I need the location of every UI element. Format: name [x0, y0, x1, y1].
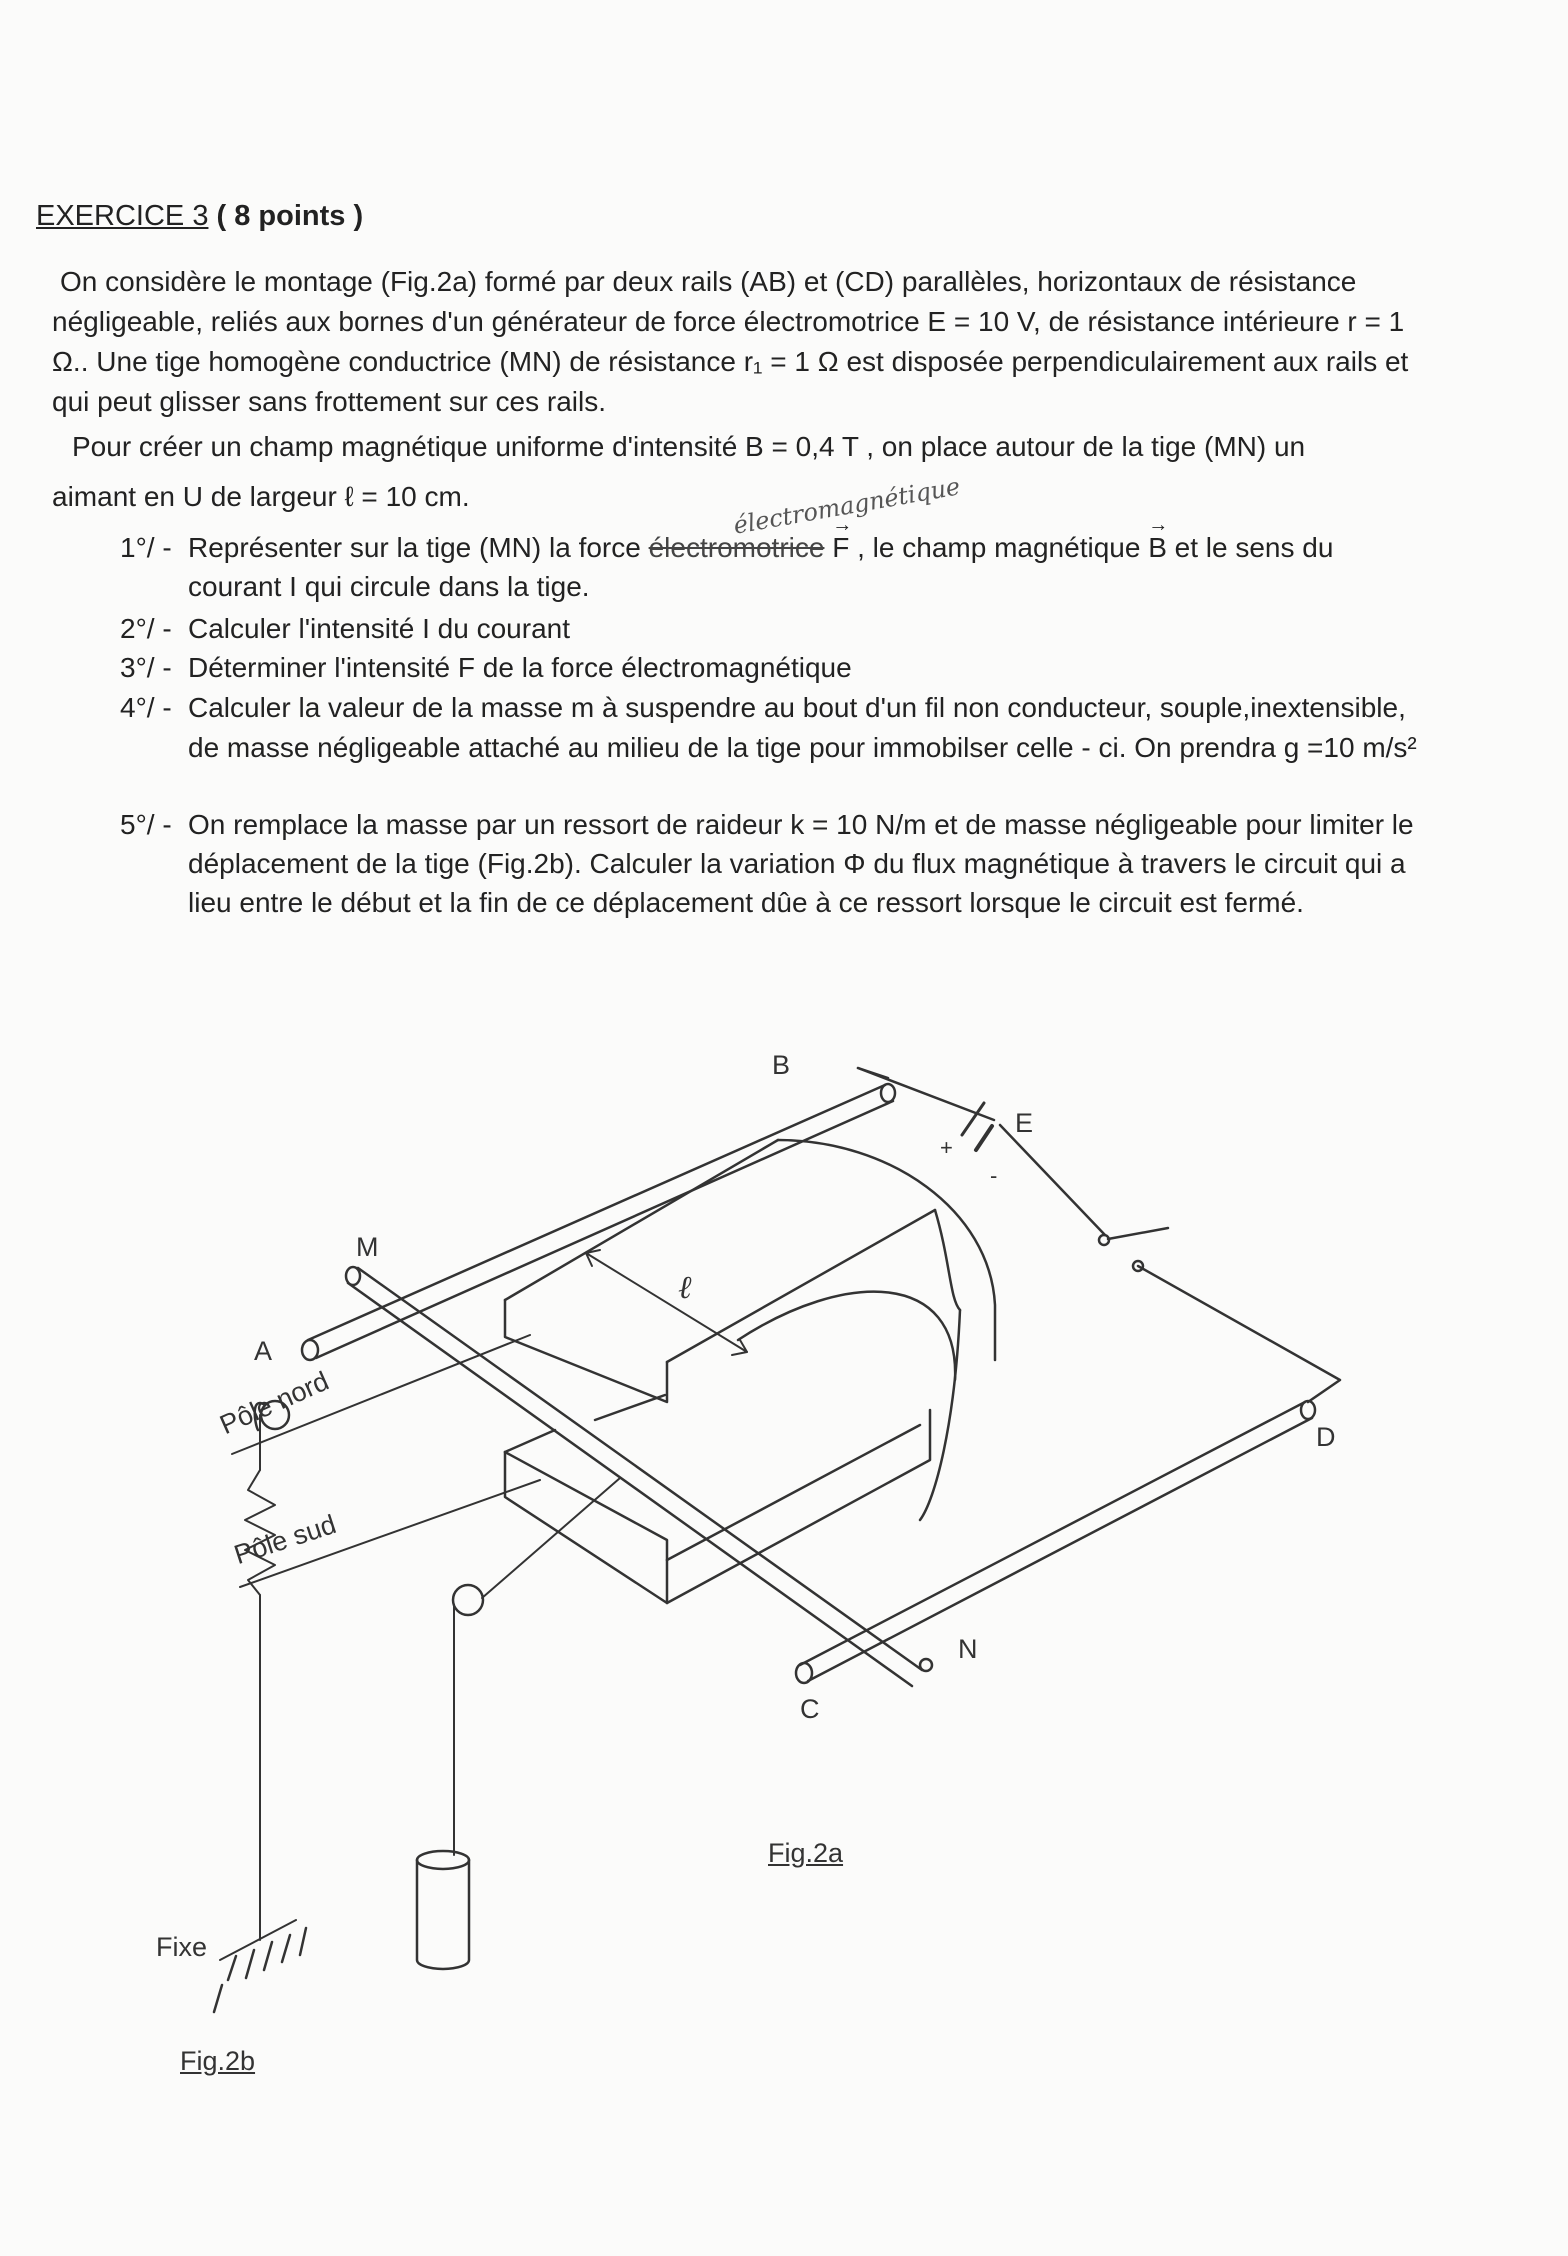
question-text: et le sens du courant I qui circule dans la tige.: [188, 532, 1334, 602]
question-number: 5°/ -: [120, 809, 172, 840]
label-b: B: [772, 1050, 791, 1080]
question-number: 2°/ -: [120, 613, 172, 644]
label-minus: -: [990, 1163, 998, 1188]
u-magnet: [505, 1140, 998, 1603]
circuit-wire: [858, 1068, 1340, 1402]
label-pole-sud: Pôle sud: [230, 1509, 340, 1571]
question-text: On remplace la masse par un ressort de raideur k = 10 N/m et de masse négligeable pour limiter le déplacement de la tige (Fig.2b). Calculer la variation Φ du flux magnétique à travers le circuit qui a lieu entre le début et la fin de ce déplacement dûe à ce ressort lorsque le circuit est fermé.: [188, 809, 1414, 918]
exercise-number: EXERCICE 3: [36, 200, 209, 232]
question-text: Déterminer l'intensité F de la force électromagnétique: [188, 652, 852, 683]
spring-assembly: [214, 1401, 306, 2012]
label-pole-nord: Pôle nord: [215, 1365, 334, 1441]
vector-f: → F: [832, 528, 849, 567]
intro-paragraph-1: On considère le montage (Fig.2a) formé par deux rails (AB) et (CD) parallèles, horizontaux de résistance négligeable, reliés aux bornes d'un générateur de force électromotrice E = 10 V, de résistance intérieure r = 1 Ω.. Une tige homogène conductrice (MN) de résistance r₁ = 1 Ω est disposée perpendiculairement aux rails et qui peut glisser sans frottement sur ces rails.: [52, 266, 1409, 417]
label-m: M: [356, 1232, 379, 1262]
label-ell: ℓ: [678, 1268, 692, 1306]
struck-word: électromotrice: [648, 532, 825, 563]
fig2b-caption: Fig.2b: [180, 2046, 256, 2076]
question-number: 3°/ -: [120, 652, 172, 683]
label-n: N: [958, 1634, 978, 1664]
switch-icon: [1099, 1235, 1143, 1271]
label-e: E: [1015, 1108, 1034, 1138]
question-text: , le champ magnétique: [857, 532, 1141, 563]
handwritten-correction: électromagnétique: [731, 472, 963, 540]
rail-cd: [796, 1401, 1315, 1683]
label-plus: +: [940, 1135, 953, 1160]
rod-mn: [346, 1267, 932, 1686]
width-arrow: [586, 1250, 747, 1355]
exercise-points: ( 8 points ): [216, 200, 364, 232]
label-a: A: [254, 1336, 273, 1366]
intro-paragraph-2: Pour créer un champ magnétique uniforme d'intensité B = 0,4 T , on place autour de la tige (MN) un aimant en U de largeur ℓ = 10 cm.: [52, 431, 1306, 512]
question-text: Calculer l'intensité I du courant: [188, 613, 570, 644]
rail-ab: [302, 1084, 895, 1360]
vector-b: → B: [1148, 528, 1167, 567]
question-text: Calculer la valeur de la masse m à suspendre au bout d'un fil non conducteur, souple,inextensible, de masse négligeable attaché au milieu de la tige pour immobilser celle - ci. On prendra g =10 m/s²: [188, 692, 1417, 763]
label-fixe: Fixe: [156, 1932, 208, 1962]
question-text: Représenter sur la tige (MN) la force: [188, 532, 641, 563]
label-c: C: [800, 1694, 820, 1724]
label-d: D: [1316, 1422, 1336, 1452]
question-number: 1°/ -: [120, 532, 172, 563]
question-number: 4°/ -: [120, 692, 172, 723]
fig2a-caption: Fig.2a: [768, 1838, 844, 1868]
